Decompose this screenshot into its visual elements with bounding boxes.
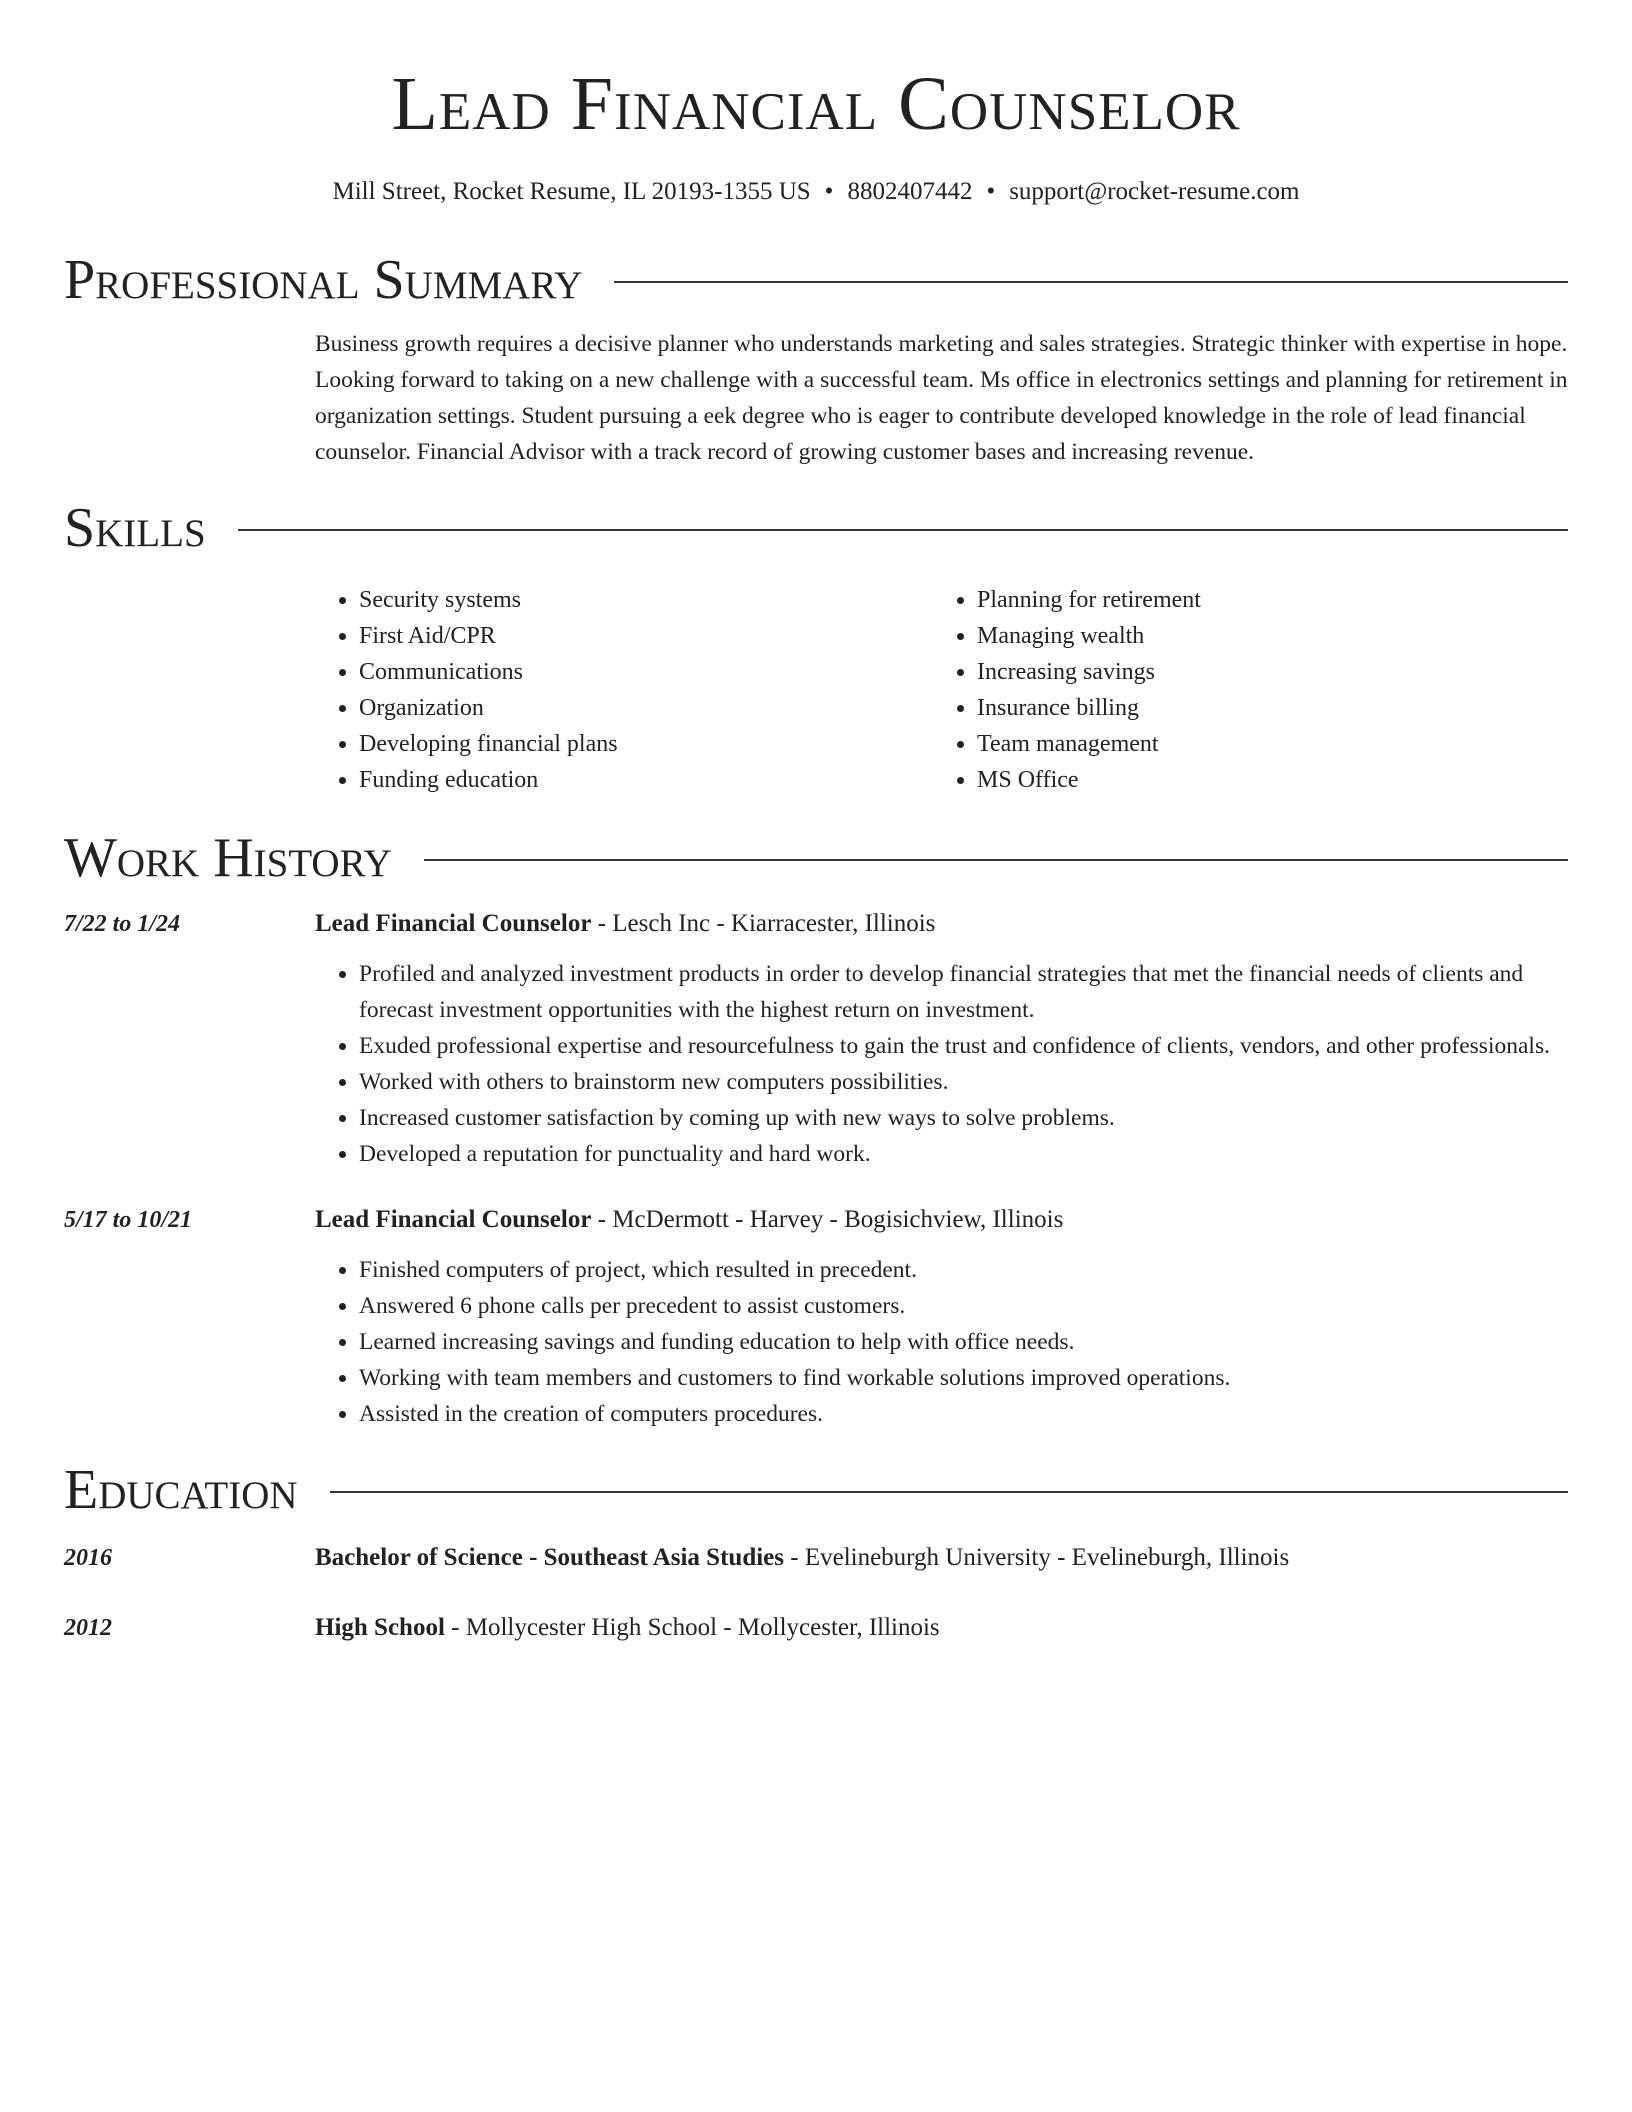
resume-name: Lead Financial Counselor [391, 62, 1241, 146]
job-entry [64, 1202, 1568, 1432]
education-heading: Education [64, 1459, 298, 1521]
job-bullet: • Learned increasing savings and funding education to help with office needs. [359, 1324, 1568, 1360]
skill-item: • First Aid/CPR [359, 618, 933, 654]
skill-item: • Organization [359, 690, 933, 726]
education-year: 2012 [64, 1615, 112, 1641]
skill-item: • Funding education [359, 762, 933, 798]
skill-item: • Developing financial plans [359, 726, 933, 762]
education-section-header [64, 1458, 1568, 1522]
summary-text: Business growth requires a decisive planner who understands marketing and sales strategies. Strategic thinker with expertise in hope. Looking forward to taking on a new challenge with a successful team. Ms office in electronics settings and planning for retirement in organization settings. Student pursuing a eek degree who is eager to contribute developed knowledge in the role of lead financial counselor. Financial Advisor with a track record of growing customer bases and increasing revenue. [315, 331, 1568, 465]
education-entry [64, 1610, 1568, 1646]
job-dates: 7/22 to 1/24 [64, 911, 181, 937]
contact-phone: 8802407442 [847, 178, 973, 205]
skill-item: • Insurance billing [977, 690, 1477, 726]
section-divider [330, 1491, 1568, 1493]
skill-item: • Team management [977, 726, 1477, 762]
job-title-line [315, 1202, 1568, 1238]
education-entry [64, 1540, 1568, 1576]
education-school: - Mollycester High School - Mollycester, Illinois [444, 1614, 940, 1641]
job-bullet: • Developed a reputation for punctuality and hard work. [359, 1136, 1568, 1172]
job-bullet: • Working with team members and customers to find workable solutions improved operations. [359, 1360, 1568, 1396]
job-bullets [315, 956, 1568, 1172]
education-title-line [315, 1540, 1568, 1576]
contact-email: support@rocket-resume.com [1009, 178, 1300, 205]
job-title-line [315, 906, 1568, 942]
skill-item: • Security systems [359, 582, 933, 618]
section-divider [238, 529, 1568, 531]
job-body [315, 1202, 1568, 1432]
job-bullet: • Increased customer satisfaction by coming up with new ways to solve problems. [359, 1100, 1568, 1136]
job-dates: 5/17 to 10/21 [64, 1207, 193, 1233]
summary-section-header [64, 248, 1568, 312]
section-divider [424, 859, 1568, 861]
education-school: - Evelineburgh University - Evelineburgh, Illinois [784, 1544, 1290, 1571]
section-divider [614, 281, 1568, 283]
job-entry [64, 906, 1568, 1172]
job-company: - McDermott - Harvey - Bogisichview, Illinois [591, 1206, 1064, 1233]
summary-heading: Professional Summary [64, 249, 583, 311]
skill-item: • Increasing savings [977, 654, 1477, 690]
job-bullet: • Worked with others to brainstorm new computers possibilities. [359, 1064, 1568, 1100]
skills-list [315, 582, 1568, 798]
job-bullet: • Exuded professional expertise and resourcefulness to gain the trust and confidence of clients, vendors, and other professionals. [359, 1028, 1568, 1064]
contact-separator: • [824, 178, 834, 205]
job-title: Lead Financial Counselor [315, 910, 592, 937]
contact-line [64, 176, 1568, 208]
skill-item: • Communications [359, 654, 933, 690]
work-section-header [64, 826, 1568, 890]
job-title: Lead Financial Counselor [315, 1206, 592, 1233]
job-bullets [315, 1252, 1568, 1432]
job-bullet: • Assisted in the creation of computers procedures. [359, 1396, 1568, 1432]
skill-item: • Managing wealth [977, 618, 1477, 654]
contact-separator: • [986, 178, 996, 205]
skills-heading: Skills [64, 497, 206, 559]
skills-column-right [933, 582, 1477, 798]
contact-address: Mill Street, Rocket Resume, IL 20193-1355 US [332, 178, 811, 205]
education-degree: Bachelor of Science - Southeast Asia Studies [315, 1544, 784, 1571]
skills-section-header [64, 496, 1568, 560]
skills-column-left [315, 582, 933, 798]
job-bullet: • Answered 6 phone calls per precedent to assist customers. [359, 1288, 1568, 1324]
work-heading: Work History [64, 827, 392, 889]
job-company: - Lesch Inc - Kiarracester, Illinois [591, 910, 936, 937]
education-year: 2016 [64, 1545, 112, 1571]
skill-item: • Planning for retirement [977, 582, 1477, 618]
job-bullet: • Profiled and analyzed investment products in order to develop financial strategies that met the financial needs of clients and forecast investment opportunities with the highest return on investment. [359, 956, 1568, 1028]
education-title-line [315, 1610, 1568, 1646]
job-body [315, 906, 1568, 1172]
skill-item: • MS Office [977, 762, 1477, 798]
job-bullet: • Finished computers of project, which resulted in precedent. [359, 1252, 1568, 1288]
education-degree: High School [315, 1614, 445, 1641]
